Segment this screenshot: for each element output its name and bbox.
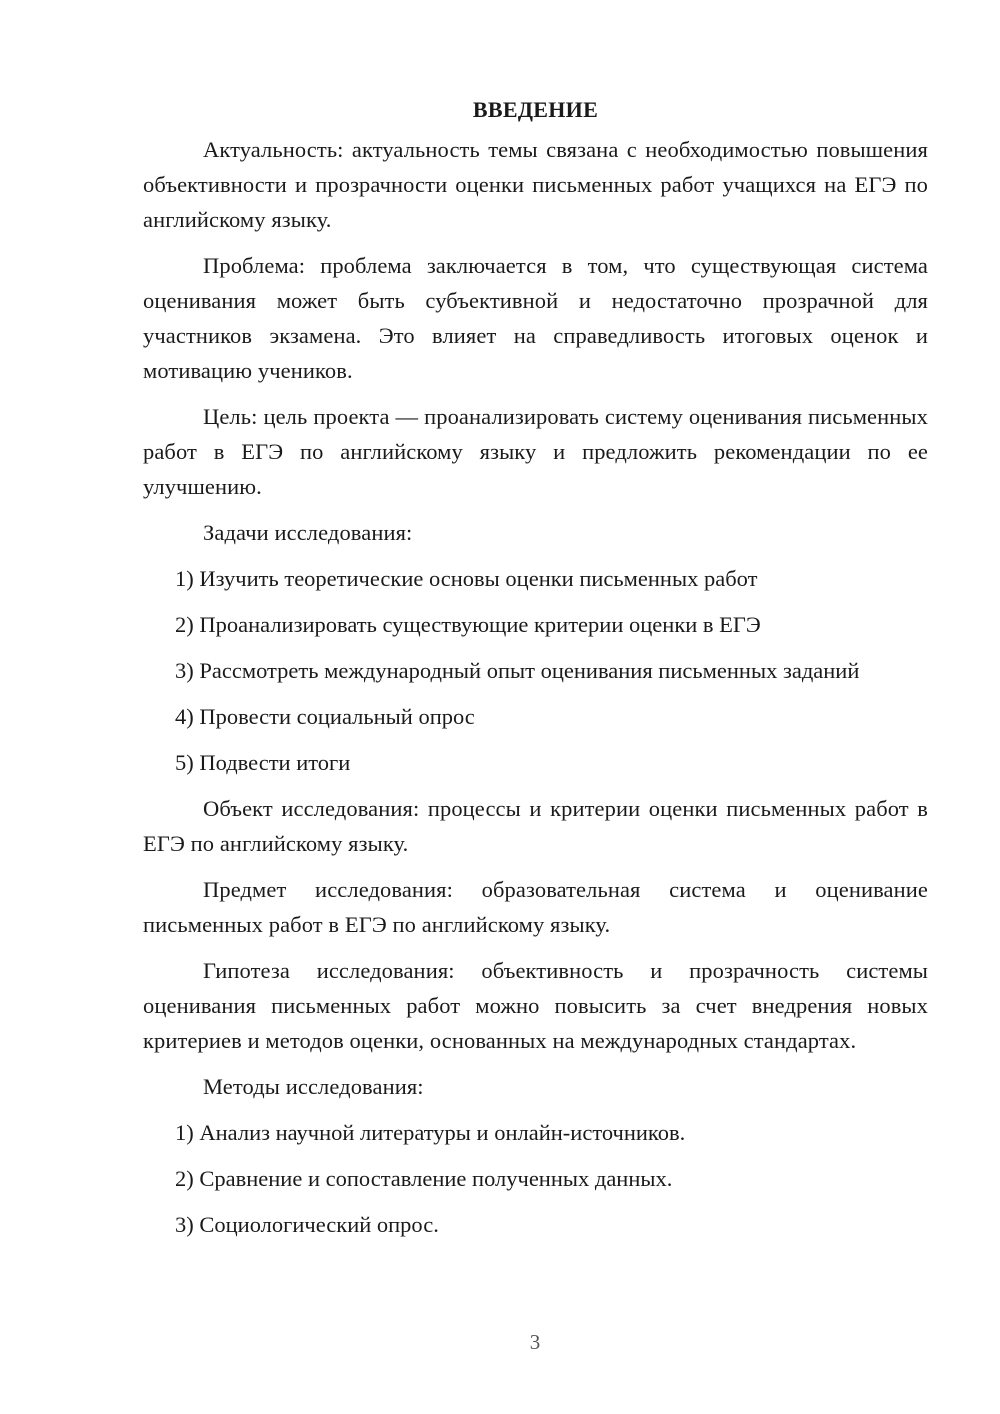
task-item: 5) Подвести итоги <box>175 750 351 775</box>
object-paragraph: Объект исследования: процессы и критерии оценки письменных работ в ЕГЭ по английскому языку. <box>143 796 928 856</box>
task-item: 2) Проанализировать существующие критерии оценки в ЕГЭ <box>175 612 761 637</box>
method-item: 3) Социологический опрос. <box>175 1212 439 1237</box>
problem-paragraph: Проблема: проблема заключается в том, что существующая система оценивания может быть субъективной и недостаточно прозрачной для участников экзамена. Это влияет на справедливость итоговых оценок и мотивацию учеников. <box>143 253 928 383</box>
methods-heading: Методы исследования: <box>203 1074 424 1099</box>
method-item: 2) Сравнение и сопоставление полученных данных. <box>175 1166 673 1191</box>
task-item: 4) Провести социальный опрос <box>175 704 475 729</box>
subject-paragraph: Предмет исследования: образовательная система и оценивание письменных работ в ЕГЭ по английскому языку. <box>143 877 928 937</box>
relevance-paragraph: Актуальность: актуальность темы связана с необходимостью повышения объективности и прозрачности оценки письменных работ учащихся на ЕГЭ по английскому языку. <box>143 137 928 232</box>
task-item: 3) Рассмотреть международный опыт оценивания письменных заданий <box>175 658 860 683</box>
hypothesis-paragraph: Гипотеза исследования: объективность и прозрачность системы оценивания письменных работ можно повысить за счет внедрения новых критериев и методов оценки, основанных на международных стандартах. <box>143 958 928 1053</box>
tasks-heading: Задачи исследования: <box>203 520 413 545</box>
section-title: ВВЕДЕНИЕ <box>472 97 599 122</box>
document-page <box>143 92 928 1253</box>
goal-paragraph: Цель: цель проекта — проанализировать систему оценивания письменных работ в ЕГЭ по английскому языку и предложить рекомендации по ее улучшению. <box>143 404 928 499</box>
page-number: 3 <box>529 1330 541 1354</box>
method-item: 1) Анализ научной литературы и онлайн-источников. <box>175 1120 686 1145</box>
task-item: 1) Изучить теоретические основы оценки письменных работ <box>175 566 758 591</box>
